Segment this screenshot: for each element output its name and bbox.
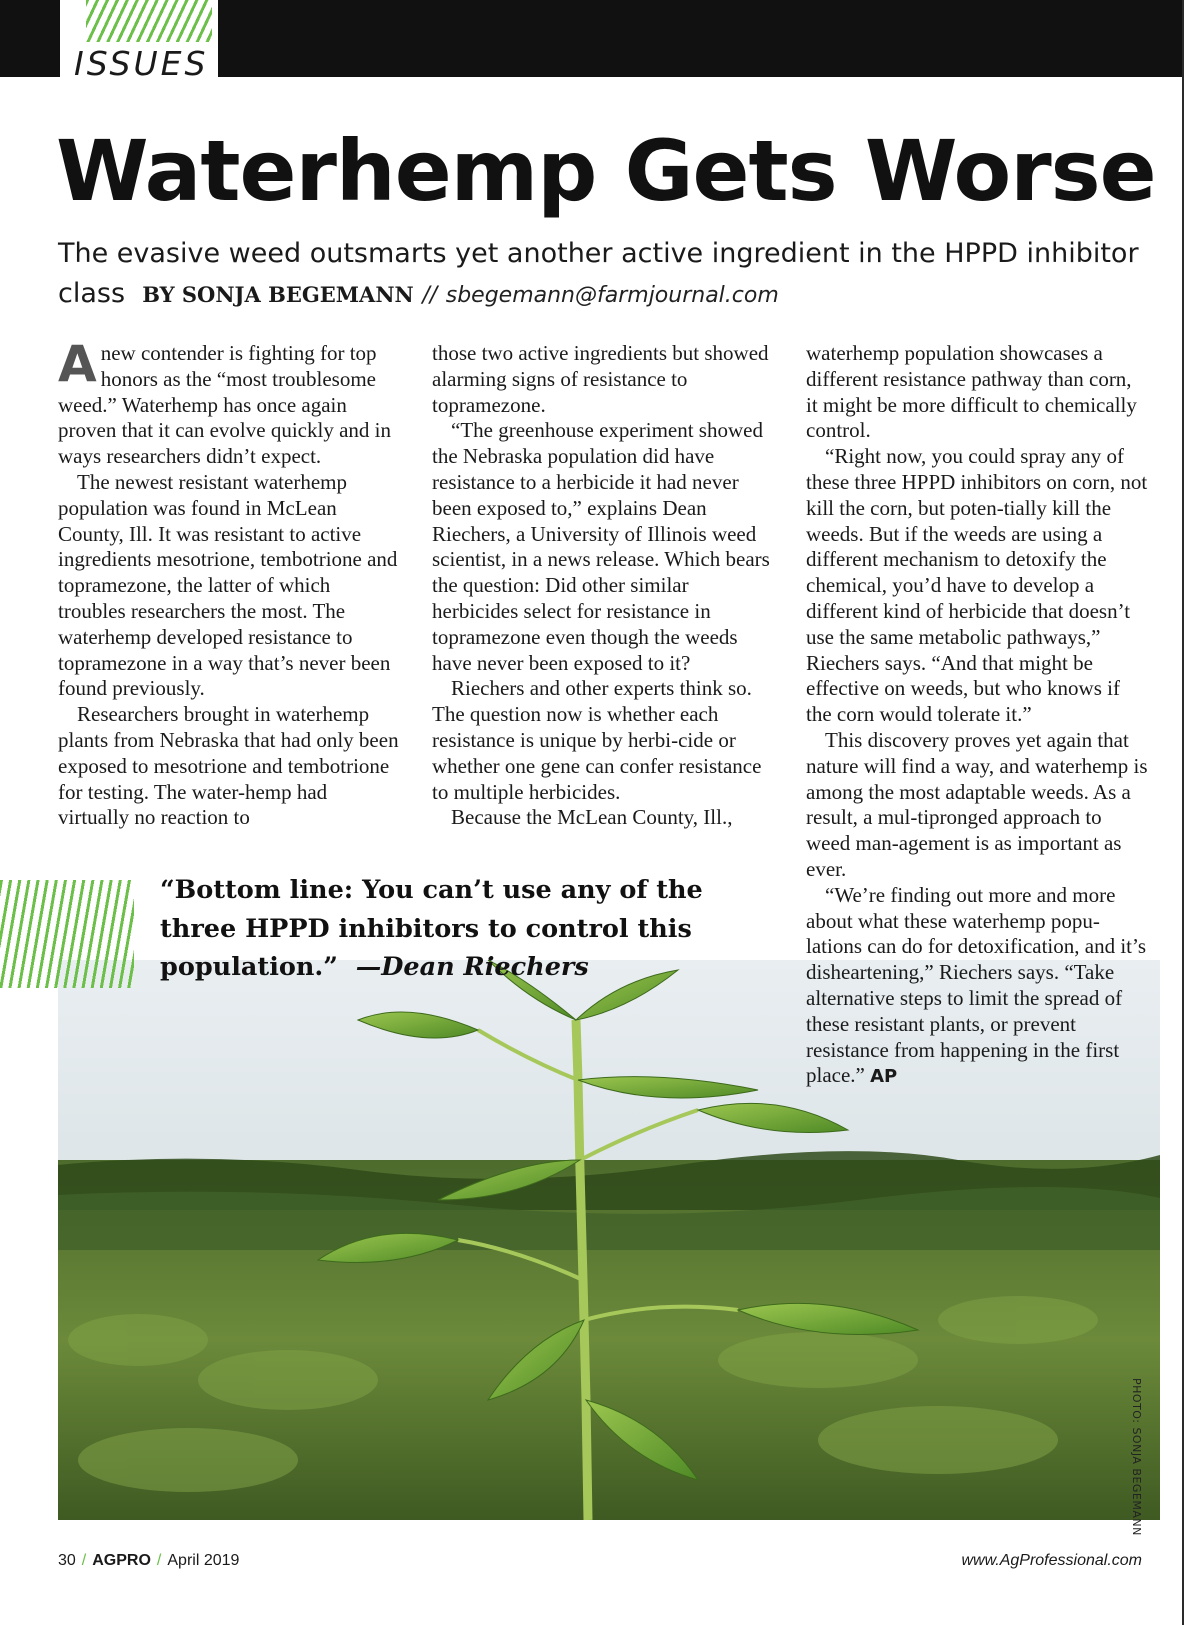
byline-separator: // xyxy=(422,283,438,308)
folio-separator: / xyxy=(81,1552,87,1569)
paragraph: Riechers and other experts think so. The question now is whether each resistance is unique by herbi-cide or whether one gene can confer resistance to multiple herbicides. xyxy=(432,676,762,804)
dek xyxy=(58,234,1158,316)
paragraph: “Right now, you could spray any of these three HPPD inhibitors on corn, not kill the corn, but poten-tially kill the weeds. But if the weeds are using a different mechanism to detoxify the chemical, you’d have to develop a different kind of herbicide that doesn’t use the same metabolic pathways,” Riechers says. “And that might be effective on weeds, but who knows if the corn would tolerate it.” xyxy=(806,444,1148,727)
page-number: 30 xyxy=(58,1552,76,1569)
byline-email[interactable]: sbegemann@farmjournal.com xyxy=(445,283,779,308)
green-stripes-decoration xyxy=(86,0,212,42)
magazine-name: AGPRO xyxy=(92,1552,151,1569)
footer-website[interactable]: www.AgProfessional.com xyxy=(961,1552,1142,1569)
paragraph: Anew contender is fighting for top honors as the “most troublesome weed.” Waterhemp has once again proven that it can evolve quickly and in ways researchers didn’t expect. xyxy=(58,335,391,469)
pull-quote xyxy=(160,871,750,987)
issue-date: April 2019 xyxy=(167,1552,240,1569)
paragraph: “The greenhouse experiment showed the Nebraska population did have resistance to a herbicide it had never been exposed to,” explains Dean Riechers, a University of Illinois weed scientist, in a news release. Which bears the question: Did other similar herbicides select for resistance in topramezone even though the weeds have never been exposed to it? xyxy=(432,418,770,675)
body-column-2 xyxy=(432,341,774,831)
pull-quote-text: “Bottom line: You can’t use any of the three HPPD inhibitors to control this population.” xyxy=(160,875,703,982)
paragraph: “We’re finding out more and more about what these waterhemp popu-lations can do for detoxification, and it’s disheartening,” Riechers says. “Take alternative steps to limit the spread of these resistant plants, or prevent resistance from happening in the first place.” AP xyxy=(806,882,1146,1088)
paragraph: Because the McLean County, Ill., xyxy=(451,805,733,830)
footer-folio xyxy=(58,1552,239,1570)
section-tab xyxy=(60,0,218,82)
paragraph: those two active ingredients but showed alarming signs of resistance to topramezone. xyxy=(432,341,769,417)
paragraph: The newest resistant waterhemp population was found in McLean County, Ill. It was resistant to active ingredients mesotrione, tembotrione and topramezone, the latter of which troubles researchers the most. The waterhemp developed resistance to topramezone in a way that’s never been found previously. xyxy=(58,469,398,701)
pull-quote-attribution: —Dean Riechers xyxy=(355,952,589,982)
paragraph: waterhemp population showcases a different resistance pathway than corn, it might be more difficult to chemically control. xyxy=(806,341,1137,443)
dek-text: The evasive weed outsmarts yet another active ingredient in the HPPD inhibitor class xyxy=(58,238,1139,309)
byline: BY SONJA BEGEMANN xyxy=(142,282,414,307)
body-column-3 xyxy=(806,341,1148,1090)
body-column-1 xyxy=(58,335,400,831)
headline: Waterhemp Gets Worse xyxy=(56,122,1156,220)
drop-cap: A xyxy=(58,335,97,393)
paragraph: Researchers brought in waterhemp plants from Nebraska that had only been exposed to mesotrione and tembotrione for testing. The water-hemp had virtually no reaction to xyxy=(58,702,399,830)
section-label: ISSUES xyxy=(74,44,209,83)
paragraph: This discovery proves yet again that nature will find a way, and waterhemp is among the most adaptable weeds. As a result, a mul-tipronged approach to weed man-agement is as important as ever. xyxy=(806,727,1148,881)
signoff: AP xyxy=(870,1066,898,1088)
page-edge-rule xyxy=(1182,0,1184,1625)
photo-credit: PHOTO: SONJA BEGEMANN xyxy=(1130,1378,1143,1536)
pull-quote-stripes-decoration xyxy=(0,880,134,988)
folio-separator: / xyxy=(156,1552,162,1569)
